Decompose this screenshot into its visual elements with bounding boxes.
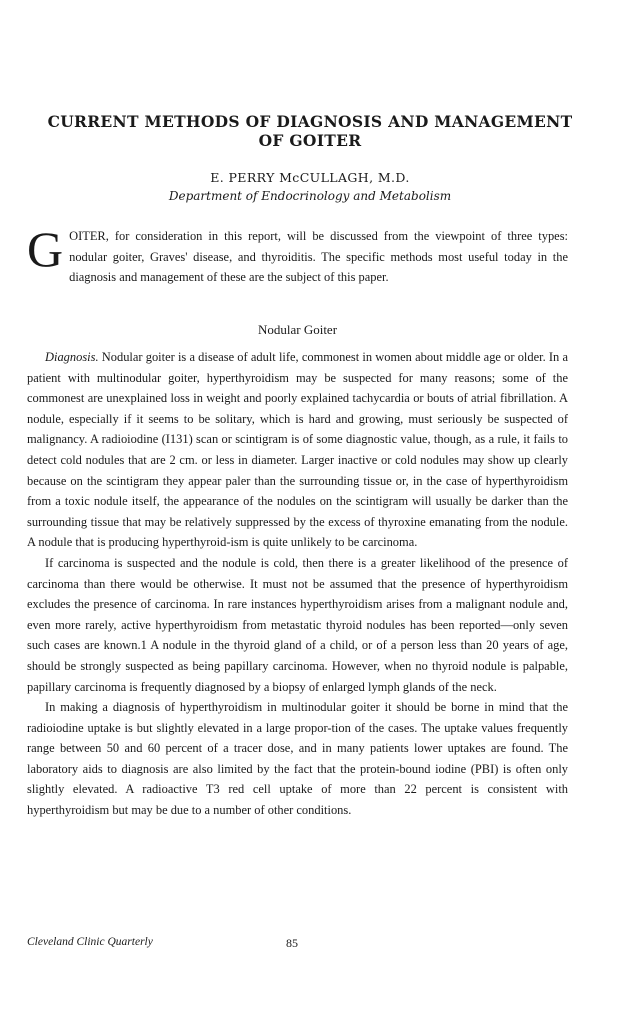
footer-journal-name: Cleveland Clinic Quarterly bbox=[27, 936, 153, 948]
paragraph-hyperthyroidism: In making a diagnosis of hyperthyroidism in multinodular goiter it should be borne in mind that the radioiodine uptake is but slightly elevated in a large propor-tion of the cases. The uptake values frequently range between 50 and 60 percent of a tracer dose, and in many patients lower uptakes are found. The laboratory aids to diagnosis are also limited by the fact that the protein-bound iodine (PBI) is often only slightly elevated. A radioactive T3 red cell uptake of more than 22 percent is consistent with hyperthyroidism but may be due to a number of other conditions. bbox=[27, 700, 568, 818]
paragraph-diagnosis bbox=[27, 347, 568, 553]
run-in-heading: Diagnosis. bbox=[45, 350, 99, 364]
paragraph-diagnosis-text: Nodular goiter is a disease of adult life, commonest in women about middle age or older. In a patient with multinodular goiter, hyperthyroidism may be suspected for many reasons; some of the commonest are unexplained loss in weight and poorly explained tachycardia or bouts of atrial fibrillation. A nodule, especially if it seems to be solitary, which is hard and growing, must seriously be suspected of malignancy. A radioiodine (I131) scan or scintigram is of some diagnostic value, though, as a rule, it fails to detect cold nodules that are 2 cm. or less in diameter. Larger inactive or cold nodules may show up clearly because on the scintigram they appear paler than the surrounding tissue or, in the case of hyperthyroidism from a toxic nodule itself, the appearance of the nodules on the scintigram will usually be darker than the surrounding tissue that may be relatively suppressed by the excess of thyroxine emanating from the nodule. A nodule that is producing hyperthyroid-ism is quite unlikely to be carcinoma. bbox=[27, 350, 568, 550]
intro-paragraph bbox=[27, 221, 568, 288]
footer-page-number: 85 bbox=[286, 936, 298, 950]
author-department: Department of Endocrinology and Metabolism bbox=[168, 189, 452, 203]
intro-text: OITER, for consideration in this report, will be discussed from the viewpoint of three types: nodular goiter, Graves' disease, and thyroiditis. The specific methods most useful today in the diagnosis and management of these are the subject of this paper. bbox=[69, 229, 568, 285]
article-title-line-2: OF GOITER bbox=[258, 131, 362, 150]
author-name: E. PERRY McCULLAGH, M.D. bbox=[210, 170, 410, 185]
article-title bbox=[30, 112, 590, 150]
paragraph-carcinoma: If carcinoma is suspected and the nodule is cold, then there is a greater likelihood of the presence of carcinoma than there would be otherwise. It must not be assumed that the presence of hyperthyroidism excludes the presence of carcinoma. In rare instances hyperthyroidism arises from a malignant nodule and, even more rarely, active hyperthyroidism from metastatic thyroid nodules has been reported—only seven such cases are known.1 A nodule in the thyroid gland of a child, or of a person less than 20 years of age, should be strongly suspected as being papillary carcinoma. However, when no thyroid nodule is palpable, papillary carcinoma is frequently diagnosed by a biopsy of enlarged lymph glands of the neck. bbox=[27, 555, 568, 694]
section-heading: Nodular Goiter bbox=[257, 322, 338, 337]
drop-cap: G bbox=[27, 221, 64, 277]
article-title-line-1: CURRENT METHODS OF DIAGNOSIS AND MANAGEMENT bbox=[47, 112, 573, 131]
section-body bbox=[27, 347, 568, 821]
